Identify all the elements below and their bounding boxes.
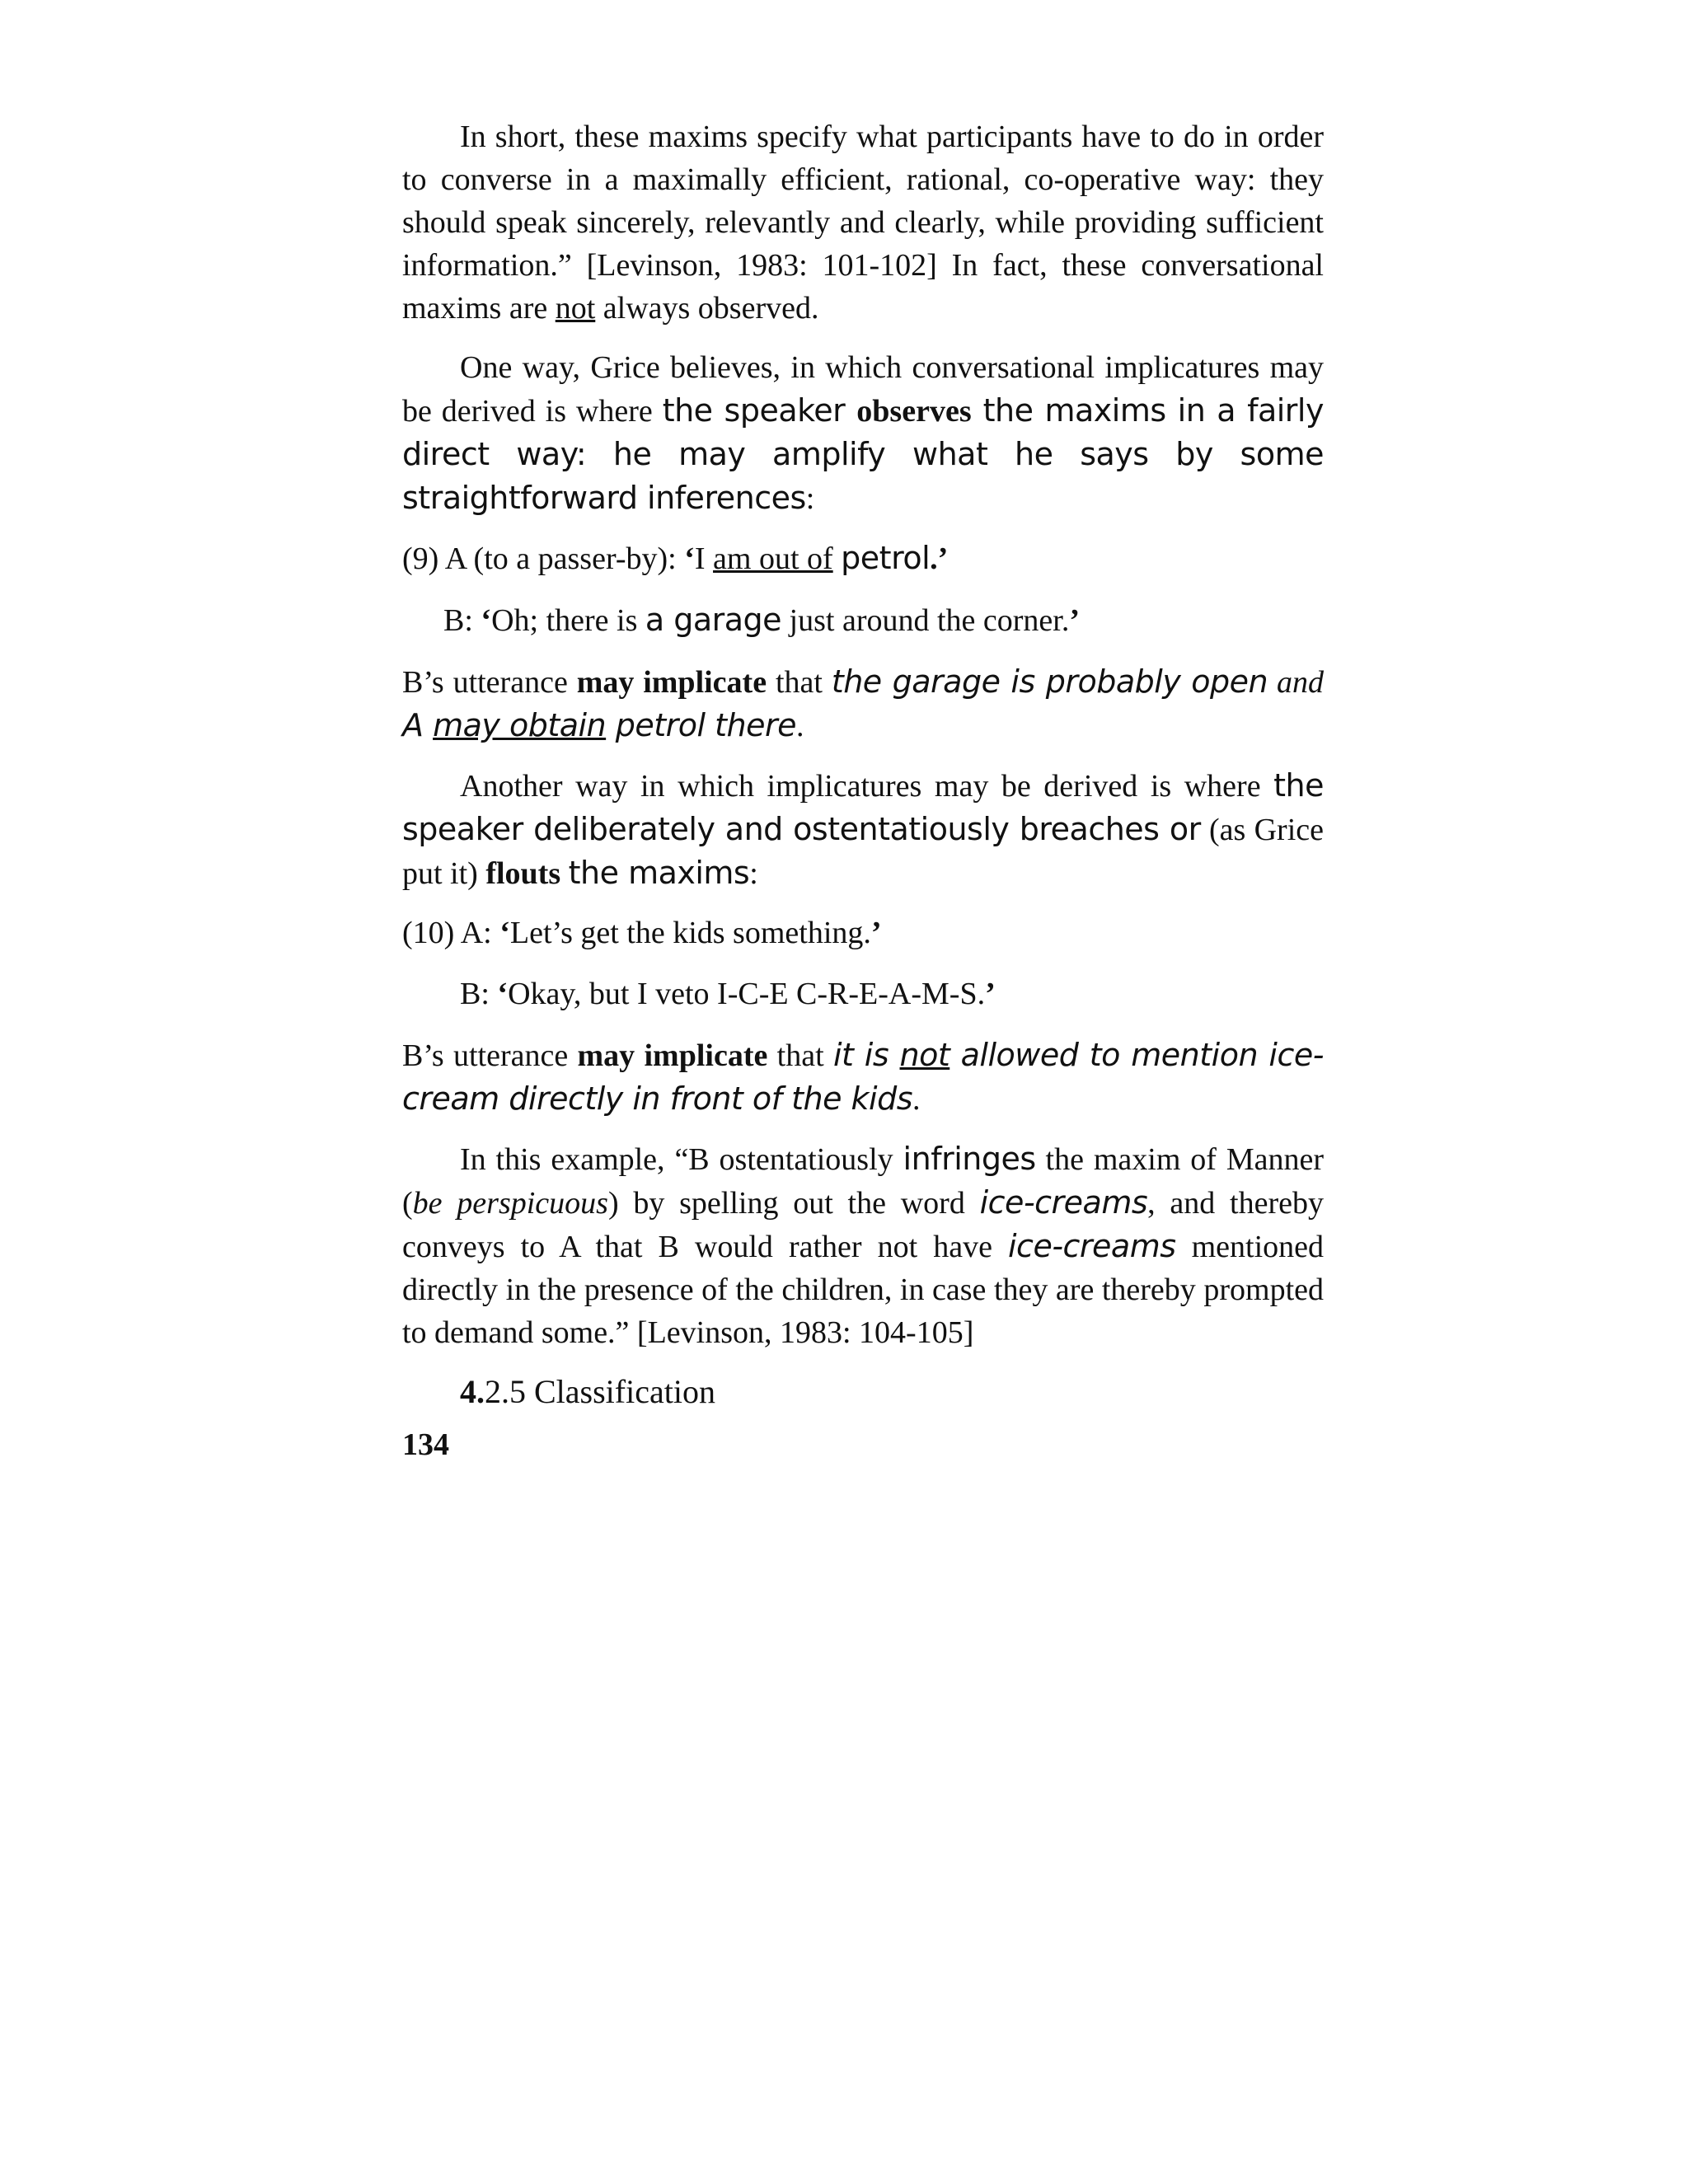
text: ) by spelling out the word [607, 1186, 980, 1221]
section-heading [402, 1371, 1324, 1413]
text: (as Grice put it) [402, 813, 1324, 891]
emphasis-text: petrol [841, 540, 931, 576]
text [560, 856, 569, 891]
emphasis-text: the speaker deliberately and ostentatiously breaches or [402, 767, 1324, 847]
example-10-line-a [402, 912, 1324, 954]
emphasis-text: ice-creams [979, 1184, 1148, 1221]
paragraph-implicature-1 [402, 660, 1324, 748]
paragraph-flouting-maxims [402, 764, 1324, 895]
emphasis-text: the maxims [568, 855, 750, 891]
text: : [749, 856, 758, 891]
text: I [694, 541, 714, 576]
text: In short, these maxims specify what participants have to do in order to converse in a maximally efficient, rational, co-operative way: they should speak sincerely, relevantly and clearly, while providing sufficient information.” [Levinson, 1983: 101-102] In fact, these conversational maxims are [402, 120, 1324, 326]
text: : [805, 481, 815, 516]
text [1268, 665, 1277, 700]
quote-mark: ’ [1069, 603, 1080, 638]
text: that [767, 1038, 833, 1073]
quote-mark: .’ [930, 541, 949, 576]
underlined-text: not [555, 291, 596, 326]
text: B’s utterance [402, 665, 577, 700]
quote-mark: ‘ [499, 916, 510, 950]
document-page [402, 115, 1324, 1466]
text: (10) A: [402, 916, 500, 950]
quote-mark: ‘ [497, 977, 509, 1011]
text: (9) A (to a passer-by): [402, 541, 685, 576]
emphasis-text: the garage is probably open [831, 663, 1268, 700]
paragraph-maxims-summary [402, 115, 1324, 330]
emphasis-text: the maxims in a fairly direct way: he may amplify what he says by some straightforward inferences [402, 392, 1324, 516]
text: B: [460, 977, 498, 1011]
emphasis-text: the speaker [662, 392, 857, 429]
text: Okay, but I veto I-C-E C-R-E-A-M-S. [508, 977, 986, 1011]
example-10-line-b [402, 972, 1324, 1015]
text: , and thereby conveys to A that B would rather not have [402, 1186, 1324, 1264]
bold-text: may implicate [577, 1038, 768, 1073]
italic-text: and [1277, 665, 1324, 700]
bold-text: may implicate [576, 665, 767, 700]
page-number: 134 [402, 1427, 449, 1462]
text: In this example, “B ostentatiously [460, 1142, 903, 1177]
text: Oh; there is [491, 603, 645, 638]
text: mentioned directly in the presence of the children, in case they are thereby prompted to demand some.” [Levinson, 1983: 104-105] [402, 1230, 1325, 1350]
bold-text: observes [856, 394, 972, 429]
quote-mark: ’ [870, 916, 882, 950]
text: Let’s get the kids something. [509, 916, 871, 950]
example-9-line-a [402, 537, 1324, 580]
paragraph-observing-maxims [402, 346, 1324, 520]
italic-text: be perspicuous [412, 1186, 608, 1221]
emphasis-text: it is [832, 1037, 900, 1073]
text: always observed. [595, 291, 819, 326]
underlined-emphasis-text: may obtain [433, 707, 607, 743]
text: . [796, 709, 804, 743]
text [833, 541, 842, 576]
paragraph-implicature-2 [402, 1033, 1324, 1121]
heading-number: 4. [460, 1373, 485, 1410]
bold-text: flouts [485, 856, 561, 891]
quote-mark: ’ [985, 977, 996, 1011]
example-9-line-b [402, 598, 1324, 642]
emphasis-text: ice-creams [1008, 1228, 1176, 1264]
text: Another way in which implicatures may be derived is where [460, 769, 1274, 804]
text: B: [443, 603, 481, 638]
text: . [912, 1082, 921, 1117]
emphasis-text: petrol there [606, 707, 797, 743]
underlined-emphasis-text: not [899, 1037, 950, 1073]
text: that [767, 665, 832, 700]
text: just around the corner. [781, 603, 1070, 638]
heading-title: 2.5 Classification [485, 1373, 715, 1410]
text: the maxim of Manner ( [402, 1142, 1324, 1221]
paragraph-example-explanation [402, 1137, 1324, 1354]
quote-mark: ‘ [684, 541, 695, 576]
emphasis-text: a garage [645, 602, 782, 638]
emphasis-text: infringes [903, 1141, 1036, 1177]
emphasis-text: allowed to mention ice-cream directly in front of the kids [402, 1037, 1324, 1117]
quote-mark: ‘ [481, 603, 492, 638]
underlined-text: am out of [713, 541, 833, 576]
emphasis-text: A [402, 707, 434, 743]
text: B’s utterance [402, 1038, 578, 1073]
text: One way, Grice believes, in which conversational implicatures may be derived is where [402, 350, 1324, 429]
